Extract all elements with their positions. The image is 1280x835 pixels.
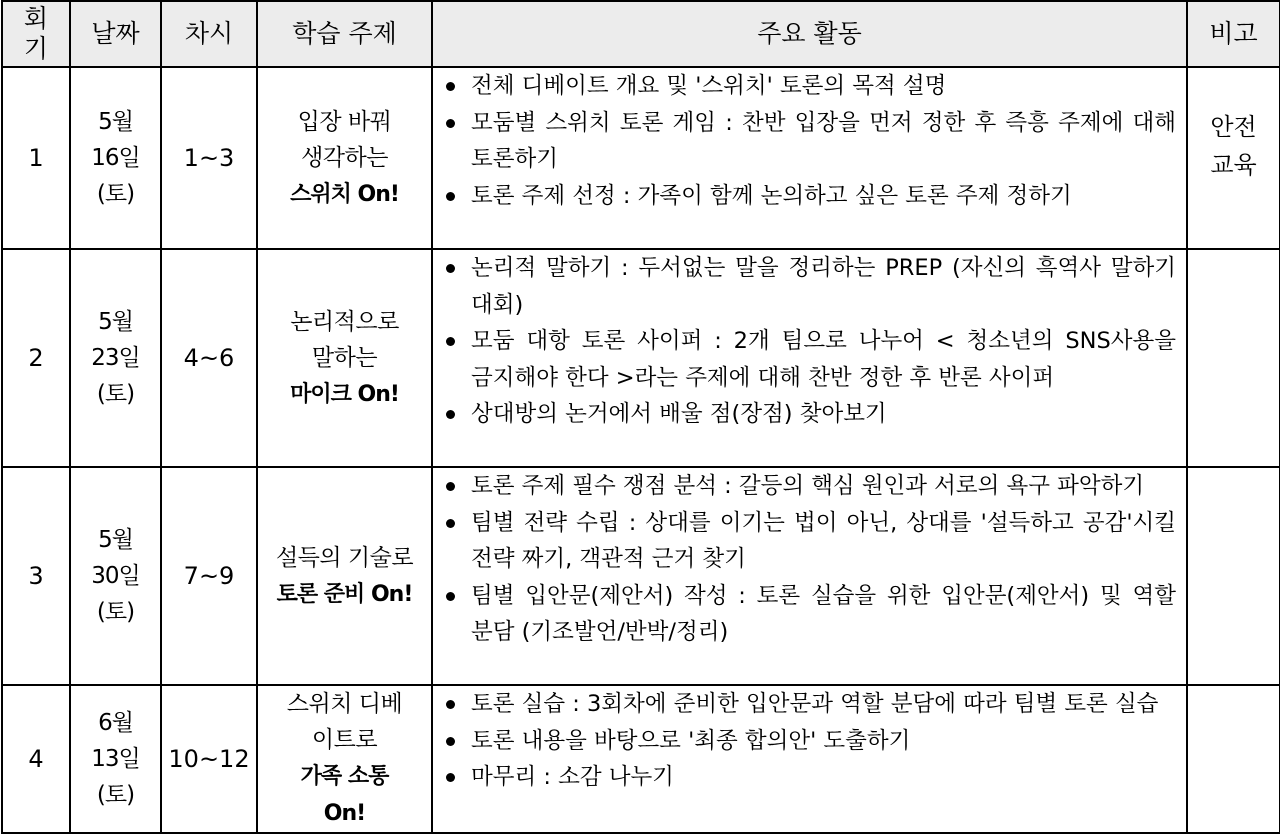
- date-cell: 5월 23일 (토): [70, 249, 161, 467]
- note-cell: [1187, 249, 1280, 467]
- header-date: 날짜: [70, 1, 161, 67]
- topic-cell: 논리적으로 말하는 마이크 On!: [257, 249, 432, 467]
- activity-item: 토론 주제 필수 쟁점 분석 : 갈등의 핵심 원인과 서로의 욕구 파악하기: [437, 468, 1176, 505]
- activities-cell: [432, 467, 1187, 685]
- table-row: [2, 249, 1280, 467]
- activity-item: 논리적 말하기 : 두서없는 말을 정리하는 PREP (자신의 흑역사 말하기 대회): [437, 250, 1176, 323]
- note-cell: [1187, 685, 1280, 833]
- activity-item: 팀별 전략 수립 : 상대를 이기는 법이 아닌, 상대를 '설득하고 공감'시킬 전략 짜기, 객관적 근거 찾기: [437, 505, 1176, 578]
- activities-cell: [432, 67, 1187, 249]
- header-note: 비고: [1187, 1, 1280, 67]
- note-cell: [1187, 467, 1280, 685]
- header-session: 차시: [161, 1, 257, 67]
- date-cell: 5월 16일 (토): [70, 67, 161, 249]
- header-round: 회 기: [2, 1, 70, 67]
- activities-cell: [432, 685, 1187, 833]
- activity-item: 모둠 대항 토론 사이퍼 : 2개 팀으로 나누어 < 청소년의 SNS사용을 금지해야 한다 >라는 주제에 대해 찬반 정한 후 반론 사이퍼: [437, 323, 1176, 396]
- header-activities: 주요 활동: [432, 1, 1187, 67]
- activities-cell: [432, 249, 1187, 467]
- round-cell: 3: [2, 467, 70, 685]
- table-row: [2, 685, 1280, 833]
- round-cell: 4: [2, 685, 70, 833]
- date-cell: 6월 13일 (토): [70, 685, 161, 833]
- date-cell: 5월 30일 (토): [70, 467, 161, 685]
- header-topic: 학습 주제: [257, 1, 432, 67]
- round-cell: 2: [2, 249, 70, 467]
- topic-cell: 스위치 디베 이트로 가족 소통 On!: [257, 685, 432, 833]
- session-cell: 10~12: [161, 685, 257, 833]
- table-row: [2, 67, 1280, 249]
- topic-cell: 설득의 기술로 토론 준비 On!: [257, 467, 432, 685]
- activity-item: 팀별 입안문(제안서) 작성 : 토론 실습을 위한 입안문(제안서) 및 역할 분담 (기조발언/반박/정리): [437, 578, 1176, 651]
- note-cell: 안전 교육: [1187, 67, 1280, 249]
- topic-cell: 입장 바꿔 생각하는 스위치 On!: [257, 67, 432, 249]
- schedule-table: [1, 0, 1280, 834]
- activity-item: 토론 주제 선정 : 가족이 함께 논의하고 싶은 토론 주제 정하기: [437, 178, 1176, 215]
- session-cell: 7~9: [161, 467, 257, 685]
- round-cell: 1: [2, 67, 70, 249]
- session-cell: 4~6: [161, 249, 257, 467]
- activity-item: 마무리 : 소감 나누기: [437, 759, 1176, 796]
- activity-item: 모둠별 스위치 토론 게임 : 찬반 입장을 먼저 정한 후 즉흥 주제에 대해 토론하기: [437, 105, 1176, 178]
- activity-item: 상대방의 논거에서 배울 점(장점) 찾아보기: [437, 396, 1176, 433]
- session-cell: 1~3: [161, 67, 257, 249]
- table-row: [2, 467, 1280, 685]
- activity-item: 토론 실습 : 3회차에 준비한 입안문과 역할 분담에 따라 팀별 토론 실습: [437, 686, 1176, 723]
- activity-item: 토론 내용을 바탕으로 '최종 합의안' 도출하기: [437, 723, 1176, 760]
- activity-item: 전체 디베이트 개요 및 '스위치' 토론의 목적 설명: [437, 68, 1176, 105]
- header-row: [2, 1, 1280, 67]
